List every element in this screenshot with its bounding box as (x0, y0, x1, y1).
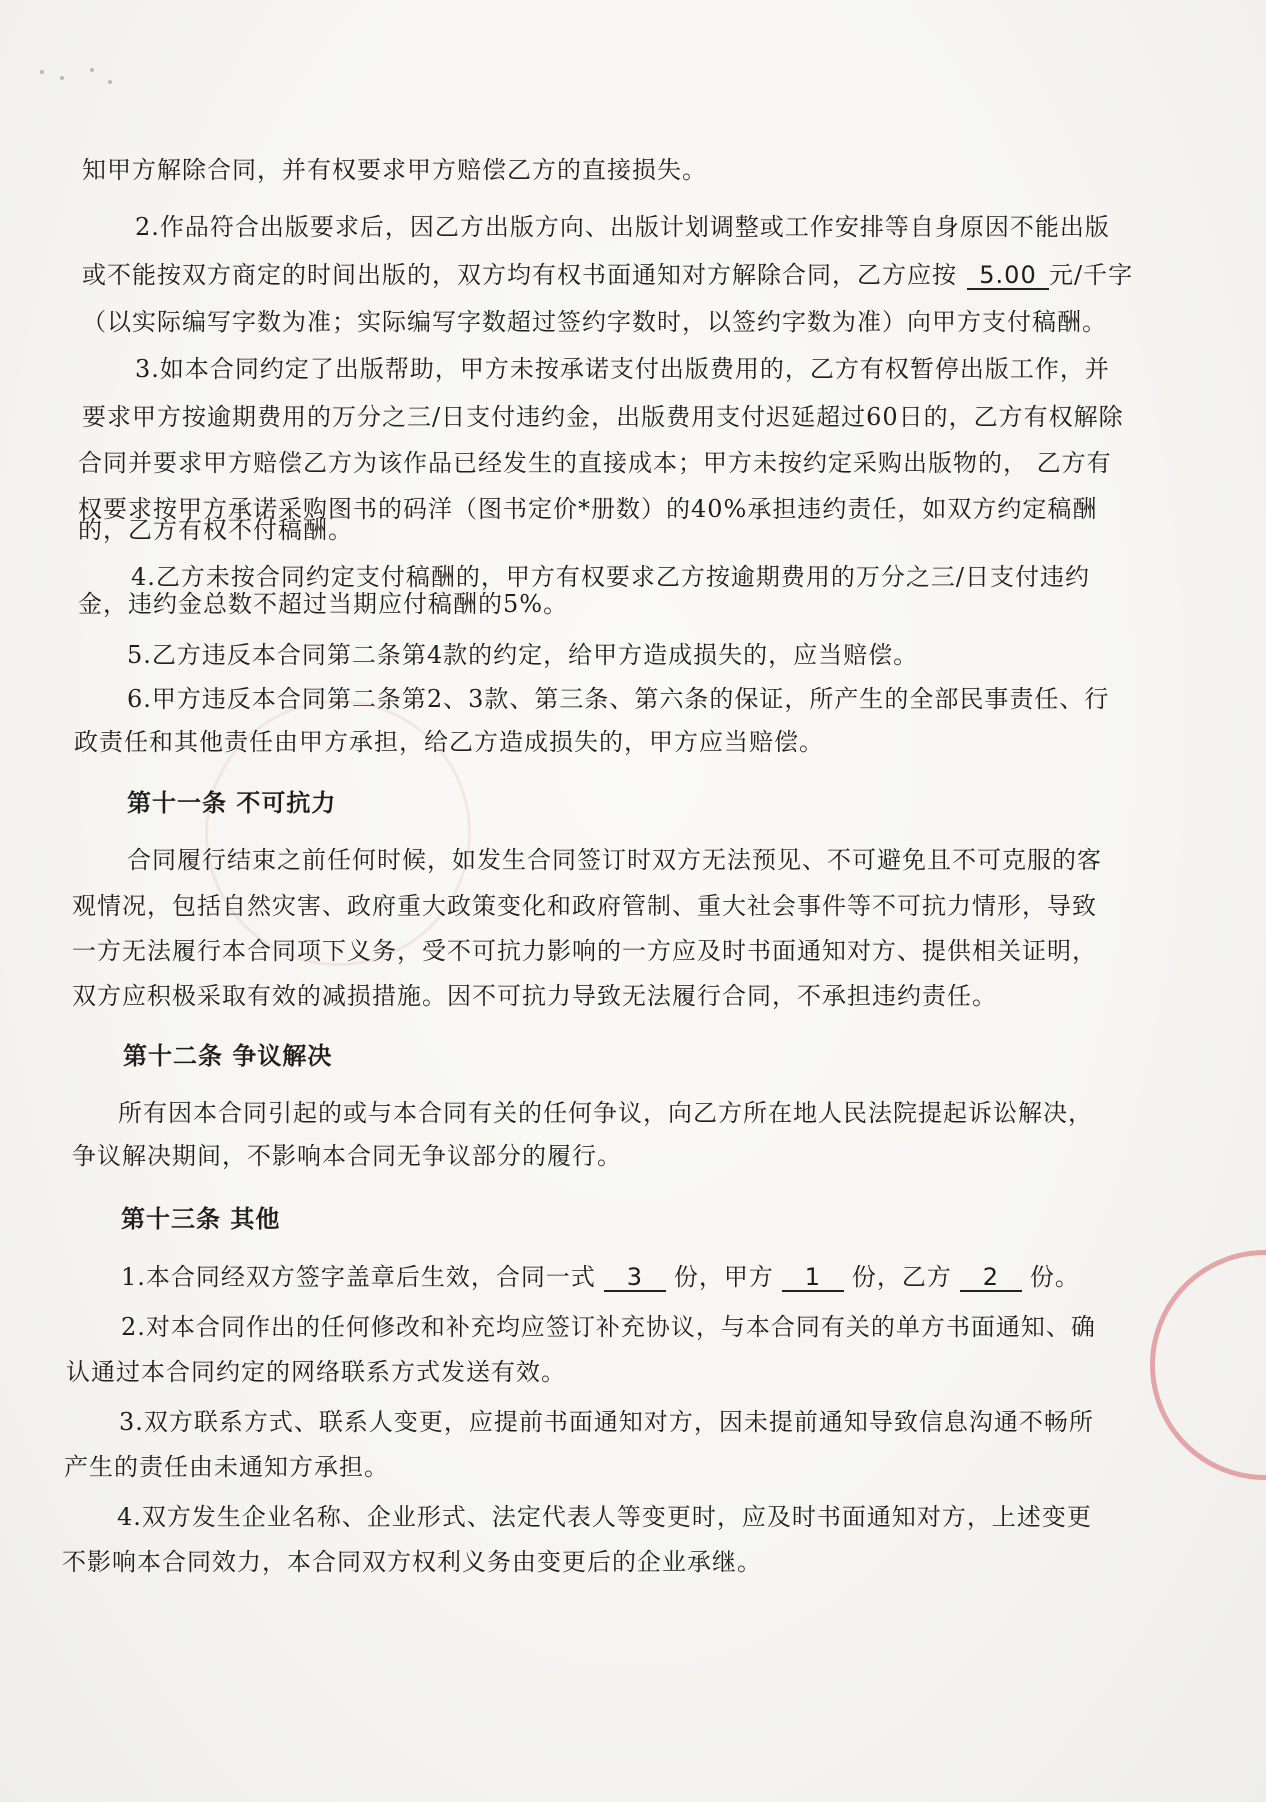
scan-speck (90, 68, 94, 72)
text-line: 政责任和其他责任由甲方承担，给乙方造成损失的，甲方应当赔偿。 (74, 728, 824, 756)
text-line: 6.甲方违反本合同第二条第2、3款、第三条、第六条的保证，所产生的全部民事责任、行 (127, 685, 1110, 713)
article-13-heading: 第十三条 其他 (121, 1205, 281, 1233)
text-line: 5.乙方违反本合同第二条第4款的约定，给甲方造成损失的，应当赔偿。 (127, 641, 919, 669)
text-line: 所有因本合同引起的或与本合同有关的任何争议，向乙方所在地人民法院提起诉讼解决， (118, 1099, 1093, 1127)
text-line: 金，违约金总数不超过当期应付稿酬的5%。 (78, 590, 569, 618)
text-line: 知甲方解除合同，并有权要求甲方赔偿乙方的直接损失。 (82, 156, 707, 184)
text-line: 1.本合同经双方签字盖章后生效，合同一式 3 份，甲方 1 份，乙方 2 份。 (121, 1263, 1080, 1291)
text-line: 产生的责任由未通知方承担。 (64, 1453, 389, 1481)
scan-speck (108, 80, 112, 84)
text-line: 合同履行结束之前任何时候，如发生合同签订时双方无法预见、不可避免且不可克服的客 (127, 846, 1102, 874)
copies-party-b-fill: 2 (960, 1265, 1022, 1292)
article-12-heading: 第十二条 争议解决 (123, 1042, 333, 1070)
text-line: 一方无法履行本合同项下义务，受不可抗力影响的一方应及时书面通知对方、提供相关证明， (72, 937, 1097, 965)
text-line: 4.乙方未按合同约定支付稿酬的，甲方有权要求乙方按逾期费用的万分之三/日支付违约 (131, 563, 1090, 591)
text-line: 认通过本合同约定的网络联系方式发送有效。 (66, 1358, 566, 1386)
text-line: 3.如本合同约定了出版帮助，甲方未按承诺支付出版费用的，乙方有权暂停出版工作，并 (135, 355, 1110, 383)
text-line: 不影响本合同效力，本合同双方权利义务由变更后的企业承继。 (62, 1548, 762, 1576)
text-line: 权要求按甲方承诺采购图书的码洋（图书定价*册数）的40%承担违约责任，如双方约定稿酬 (78, 495, 1098, 523)
text-line: （以实际编写字数为准；实际编写字数超过签约字数时，以签约字数为准）向甲方支付稿酬。 (82, 308, 1107, 336)
text-line: 或不能按双方商定的时间出版的，双方均有权书面通知对方解除合同，乙方应按 5.00 元/千字 (82, 261, 1134, 289)
text-line: 双方应积极采取有效的减损措施。因不可抗力导致无法履行合同，不承担违约责任。 (72, 982, 997, 1010)
scan-speck (40, 70, 44, 74)
copies-party-a-fill: 1 (782, 1265, 844, 1292)
text-line: 观情况，包括自然灾害、政府重大政策变化和政府管制、重大社会事件等不可抗力情形，导致 (72, 892, 1097, 920)
rate-fill-value: 5.00 (967, 263, 1049, 290)
text-line: 的，乙方有权不付稿酬。 (78, 516, 353, 544)
text-line: 争议解决期间，不影响本合同无争议部分的履行。 (72, 1142, 622, 1170)
article-11-heading: 第十一条 不可抗力 (127, 789, 337, 817)
red-seal-stamp (1150, 1250, 1266, 1480)
text-line: 3.双方联系方式、联系人变更，应提前书面通知对方，因未提前通知导致信息沟通不畅所 (119, 1408, 1094, 1436)
copies-total-fill: 3 (604, 1265, 666, 1292)
text-line: 合同并要求甲方赔偿乙方为该作品已经发生的直接成本；甲方未按约定采购出版物的， 乙方有 (78, 449, 1112, 477)
scan-speck (60, 76, 64, 80)
text-line: 2.作品符合出版要求后，因乙方出版方向、出版计划调整或工作安排等自身原因不能出版 (135, 213, 1110, 241)
text-line: 要求甲方按逾期费用的万分之三/日支付违约金，出版费用支付迟延超过60日的，乙方有权解除 (82, 403, 1124, 431)
text-line: 2.对本合同作出的任何修改和补充均应签订补充协议，与本合同有关的单方书面通知、确 (121, 1313, 1096, 1341)
text-line: 4.双方发生企业名称、企业形式、法定代表人等变更时，应及时书面通知对方，上述变更 (117, 1503, 1092, 1531)
